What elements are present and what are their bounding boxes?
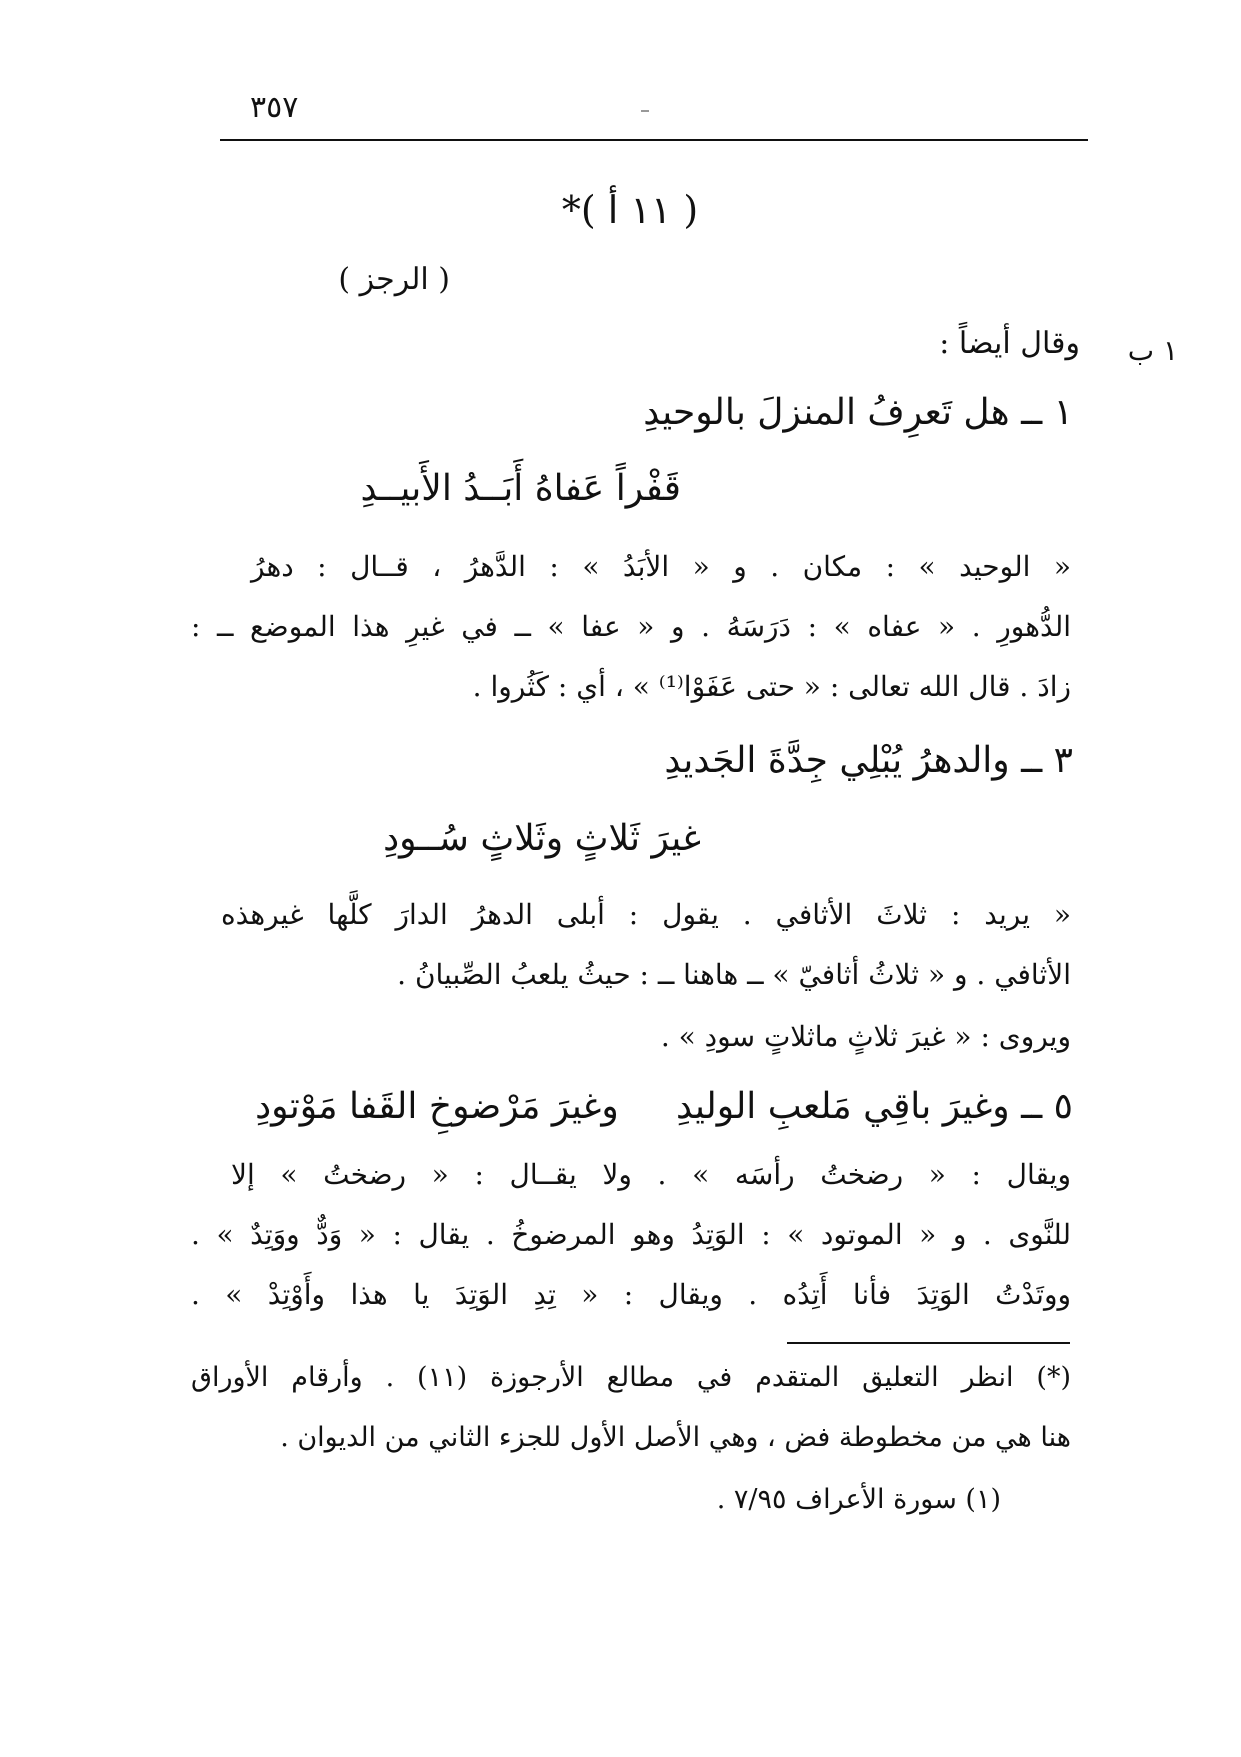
- note-1-line: الدُّهورِ . « عفاه » : دَرَسَهُ . و « عفا » ــ في غيرِ هذا الموضع ــ :: [191, 610, 1071, 643]
- footnote-line: (*) انظر التعليق المتقدم في مطالع الأرجوزة (١١) . وأرقام الأوراق: [191, 1362, 1071, 1393]
- verse-3-second-hemistich: غيرَ ثَلاثٍ وثَلاثٍ سُــودِ: [383, 818, 701, 859]
- note-5-line: للنَّوى . و « الموتود » : الوَتِدُ وهو المرضوخُ . يقال : « وَدٌّ ووَتِدٌ » .: [191, 1218, 1071, 1251]
- header-mark: [641, 110, 649, 112]
- meter-label: ( الرجز ): [338, 262, 450, 297]
- note-5-line: ويقال : « رضختُ رأسَه » . ولا يقــال : « رضختُ » إلا: [231, 1158, 1071, 1191]
- margin-folio-ref: ١ ب: [1127, 334, 1178, 367]
- note-3-line: الأثافي . و « ثلاثُ أثافيّ » ــ هاهنا ــ : حيثُ يلعبُ الصِّبيانُ .: [397, 958, 1071, 991]
- footnote-rule: [787, 1342, 1070, 1344]
- footnote-line: (١) سورة الأعراف ٧/٩٥ .: [716, 1484, 1001, 1515]
- footnote-line: هنا هي من مخطوطة فض ، وهي الأصل الأول للجزء الثاني من الديوان .: [280, 1422, 1071, 1453]
- note-5-line: ووتَدْتُ الوَتِدَ فأنا أَتِدُه . ويقال : « تِدِ الوَتِدَ يا هذا وأَوْتِدْ » .: [191, 1278, 1071, 1311]
- section-number: ( ١١ أ )*: [561, 188, 699, 232]
- note-1-line: « الوحيد » : مكان . و « الأبَدُ » : الدَّهرُ ، قــال : دهرُ: [251, 550, 1071, 583]
- verse-3-first-hemistich: ٣ ــ والدهرُ يُبْلِي جِدَّةَ الجَديدِ: [664, 740, 1073, 781]
- page-number: ٣٥٧: [250, 90, 299, 125]
- intro-line: وقال أيضاً :: [939, 326, 1080, 361]
- note-3-line: ويروى : « غيرَ ثلاثٍ ماثلاتٍ سودِ » .: [660, 1020, 1071, 1053]
- note-1-line: زادَ . قال الله تعالى : « حتى عَفَوْا⁽¹⁾ » ، أي : كَثُروا .: [472, 670, 1071, 703]
- note-3-line: « يريد : ثلاثَ الأثافي . يقول : أبلى الدهرُ الدارَ كلَّها غيرهذه: [221, 898, 1071, 931]
- header-rule: [220, 139, 1088, 141]
- verse-5: ٥ ــ وغيرَ باقِي مَلعبِ الوليدِ وغيرَ مَرْضوخِ القَفا مَوْتودِ: [255, 1086, 1073, 1127]
- verse-1-first-hemistich: ١ ــ هل تَعرِفُ المنزلَ بالوحيدِ: [643, 392, 1073, 433]
- verse-1-second-hemistich: قَفْراً عَفاهُ أَبَــدُ الأَبيــدِ: [360, 468, 681, 509]
